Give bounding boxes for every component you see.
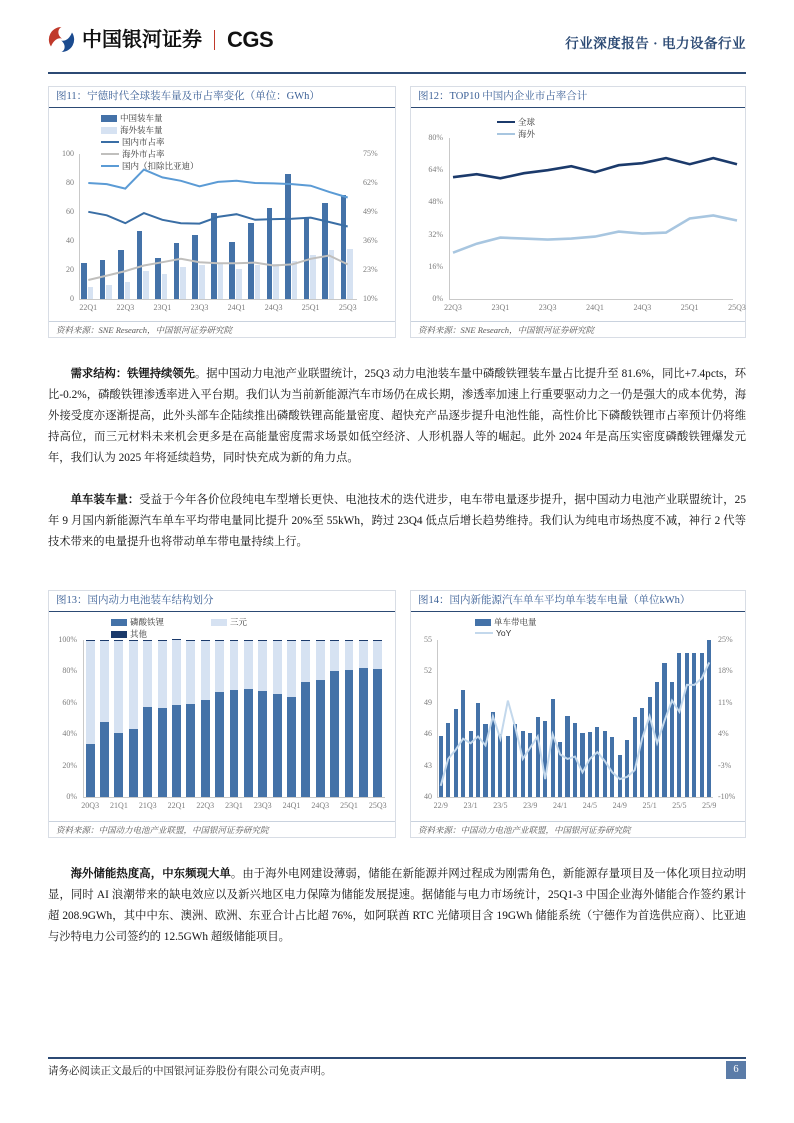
- bar-磷酸铁锂: [230, 690, 239, 797]
- legend-item-单车带电量: [475, 616, 598, 628]
- legend-label: 三元: [230, 617, 248, 627]
- bar-磷酸铁锂: [258, 691, 267, 797]
- y-axis-tick-right: 10%: [363, 294, 378, 303]
- paragraph-overseas-storage: [48, 864, 746, 948]
- bar-其他: [100, 640, 109, 641]
- x-axis-tick: 24Q1: [227, 303, 246, 312]
- bar-磷酸铁锂: [129, 729, 138, 797]
- bar-磷酸铁锂: [287, 697, 296, 797]
- page-number: 6: [726, 1061, 746, 1079]
- y-axis-tick-left: 60: [66, 207, 74, 216]
- y-axis-line: [83, 640, 84, 797]
- legend-label: 国内（扣除比亚迪）: [122, 161, 199, 171]
- bar-china: [341, 195, 347, 299]
- legend-swatch: [101, 165, 119, 168]
- bar-磷酸铁锂: [330, 671, 339, 797]
- bar-磷酸铁锂: [301, 682, 310, 797]
- x-axis-tick: 25Q3: [338, 303, 357, 312]
- legend-label: 海外市占率: [122, 149, 165, 159]
- bar-三元: [345, 640, 354, 670]
- x-axis-tick: 23Q3: [538, 303, 557, 312]
- y-axis-tick: 80%: [62, 666, 77, 676]
- bar-三元: [273, 640, 282, 694]
- bar-磷酸铁锂: [143, 707, 152, 797]
- bar-overseas: [162, 274, 168, 299]
- figure-11-title: 图11：宁德时代全球装车量及市占率变化（单位：GWh）: [49, 87, 395, 108]
- bar-三元: [186, 640, 195, 704]
- legend-label: 海外装车量: [120, 125, 163, 135]
- bar-三元: [143, 640, 152, 706]
- bar-china: [267, 208, 273, 299]
- legend-label: 全球: [518, 117, 536, 127]
- y-axis-tick-left: 43: [424, 760, 432, 770]
- bar-overseas: [292, 261, 298, 299]
- bar-china: [248, 223, 254, 299]
- legend-item-国内市占率: [101, 136, 235, 148]
- figure-12: [410, 86, 746, 338]
- figure-11-chart: [49, 108, 395, 321]
- bar-china: [211, 213, 217, 299]
- x-axis-tick: 23/9: [523, 801, 538, 810]
- x-axis-tick: 23Q1: [153, 303, 172, 312]
- x-axis-tick: 25/1: [642, 801, 657, 810]
- x-axis-tick: 24/5: [582, 801, 598, 810]
- x-axis-tick: 20Q3: [81, 801, 100, 810]
- y-axis-tick-left: 40: [424, 792, 432, 801]
- bar-overseas: [125, 282, 131, 299]
- x-axis-tick: 23Q1: [491, 303, 510, 312]
- report-category: 行业深度报告 · 电力设备行业: [565, 36, 746, 51]
- yoy-line-overlay: [411, 612, 745, 821]
- legend-item-全球: [497, 116, 619, 128]
- chart-legend: [111, 616, 393, 640]
- line-国内（扣除比亚迪）: [88, 170, 347, 198]
- bar-china: [322, 203, 328, 299]
- legend-label: 海外: [518, 129, 536, 139]
- legend-swatch: [497, 121, 515, 124]
- bar-overseas: [236, 269, 242, 299]
- x-axis-tick: 24Q3: [311, 801, 330, 810]
- brand-name-en: CGS: [227, 26, 274, 52]
- bar-其他: [114, 640, 123, 641]
- legend-swatch: [211, 619, 227, 626]
- legend-item-磷酸铁锂: [111, 616, 205, 628]
- legend-item-海外装车量: [101, 124, 235, 136]
- y-axis-tick-left: 52: [424, 666, 432, 676]
- bar-磷酸铁锂: [244, 689, 253, 797]
- figure-14-source: 资料来源：中国动力电池产业联盟，中国银河证券研究院: [411, 821, 745, 839]
- bar-三元: [359, 640, 368, 668]
- figure-11-source: 资料来源：SNE Research，中国银河证券研究院: [49, 321, 395, 339]
- footer-divider: [48, 1057, 746, 1059]
- y-axis-tick-right: 62%: [363, 178, 378, 187]
- bar-overseas: [273, 264, 279, 299]
- y-axis-tick: 60%: [62, 697, 77, 707]
- x-axis-tick: 23/5: [493, 801, 508, 810]
- paragraph-2-body: 受益于今年各价位段纯电车型增长更快、电池技术的迭代进步，电车带电量逐步提升，据中国动力电池产业联盟统计，25 年 9 月国内新能源汽车单车平均带电量同比提升 20%至 55kWh，跨过 23Q4 低点后增长趋势维持。我们认为纯电市场热度不减，神行 2 代等技术带来的电量提升也将带动单车带电量持续上行。: [48, 494, 746, 549]
- x-axis-tick: 25/5: [672, 801, 687, 810]
- y-axis-tick: 0%: [432, 294, 443, 303]
- figure-13-source: 资料来源：中国动力电池产业联盟，中国银河证券研究院: [49, 821, 395, 839]
- figure-13: [48, 590, 396, 838]
- legend-label: 其他: [130, 629, 148, 639]
- y-axis-tick: 16%: [428, 261, 443, 271]
- bar-三元: [287, 640, 296, 696]
- bar-磷酸铁锂: [359, 668, 368, 797]
- legend-swatch: [475, 632, 493, 635]
- y-axis-tick: 48%: [428, 197, 443, 207]
- x-axis-tick: 25Q1: [680, 303, 699, 312]
- y-axis-tick-right: 4%: [718, 729, 729, 739]
- y-axis-tick: 40%: [62, 729, 77, 739]
- bar-overseas: [106, 285, 112, 299]
- bar-overseas: [199, 265, 205, 299]
- x-axis-tick: 21Q3: [138, 801, 157, 810]
- y-axis-tick-right: 75%: [363, 149, 378, 158]
- bar-三元: [100, 641, 109, 723]
- legend-item-YoY: [475, 628, 598, 638]
- legend-swatch: [111, 631, 127, 638]
- bar-三元: [330, 640, 339, 671]
- paragraph-2-lead: 单车装车量：: [70, 494, 140, 507]
- footer-disclaimer: 请务必阅读正文最后的中国银河证券股份有限公司免责声明。: [48, 1066, 332, 1077]
- bar-三元: [316, 640, 325, 680]
- bar-overseas: [329, 250, 335, 299]
- bar-overseas: [255, 265, 261, 299]
- legend-swatch: [101, 153, 119, 156]
- bar-三元: [230, 640, 239, 690]
- y-axis-tick: 20%: [62, 760, 77, 770]
- x-axis-tick: 24Q3: [264, 303, 283, 312]
- y-axis-tick-right: -10%: [718, 792, 736, 801]
- bar-三元: [158, 640, 167, 708]
- x-axis-tick: 22Q1: [167, 801, 186, 810]
- x-axis-tick: 22Q1: [79, 303, 98, 312]
- bar-磷酸铁锂: [373, 669, 382, 797]
- y-axis-tick: 64%: [428, 165, 443, 175]
- y-axis-tick-right: 23%: [363, 265, 378, 274]
- x-axis-tick: 24Q3: [633, 303, 652, 312]
- line-全球: [453, 158, 737, 178]
- x-axis-line: [79, 299, 357, 300]
- bar-三元: [215, 640, 224, 691]
- x-axis-tick: 22Q3: [116, 303, 135, 312]
- bar-overseas: [310, 255, 316, 299]
- y-axis-tick-left: 80: [66, 178, 74, 187]
- line-海外: [453, 216, 737, 253]
- legend-item-三元: [211, 616, 305, 628]
- legend-swatch: [101, 141, 119, 144]
- y-axis-tick-left: 0: [70, 294, 74, 303]
- x-axis-tick: 25/9: [702, 801, 717, 810]
- y-axis-tick-right: -3%: [718, 760, 732, 770]
- paragraph-1-body: 。据中国动力电池产业联盟统计，25Q3 动力电池装车量中磷酸铁锂装车量占比提升至 81.6%，同比+7.4pcts，环比-0.2%，磷酸铁锂渗透率进入平台期。我们认为当前新能源汽车市场仍在成长期，渗透率加速上行重要驱动力之一仍是强大的成本优势，海外接受度亦逐渐提高，此外头部车企陆续推出磷酸铁锂高能量密度、超快充产品逐步提升电池性能，高性价比下磷酸铁锂市占率预计仍将维持高位，而三元材料未来机会更多是在高能量密度需求场景如低空经济、人形机器人等的崛起。此外 2024 年是高压实密度磷酸铁锂爆发元年，我们认为 2025 年将延续趋势，同时快充成为新的角力点。: [48, 368, 746, 465]
- x-axis-tick: 22Q3: [444, 303, 462, 312]
- y-axis-tick-right: 18%: [718, 666, 733, 676]
- bar-三元: [244, 640, 253, 689]
- figure-13-chart: [49, 612, 395, 821]
- x-axis-tick: 22/9: [433, 801, 448, 810]
- bar-三元: [373, 640, 382, 669]
- bar-磷酸铁锂: [215, 692, 224, 797]
- line-yoy: [441, 662, 710, 785]
- bar-磷酸铁锂: [86, 744, 95, 797]
- legend-label: YoY: [496, 628, 512, 638]
- bar-china: [304, 218, 310, 299]
- bar-三元: [129, 641, 138, 729]
- bar-china: [81, 263, 87, 299]
- x-axis-tick: 23Q3: [190, 303, 209, 312]
- bar-磷酸铁锂: [201, 700, 210, 797]
- bar-磷酸铁锂: [114, 733, 123, 797]
- legend-swatch: [475, 619, 491, 626]
- galaxy-logo-icon: [48, 26, 75, 53]
- paragraph-1-lead: 需求结构：铁锂持续领先: [70, 368, 195, 381]
- page-header: [48, 26, 746, 70]
- chart-legend: [497, 116, 741, 140]
- x-axis-line: [83, 797, 385, 798]
- x-axis-tick: 23Q3: [253, 801, 272, 810]
- bar-磷酸铁锂: [172, 705, 181, 797]
- bar-china: [285, 174, 291, 299]
- legend-item-其他: [111, 628, 205, 640]
- legend-label: 中国装车量: [120, 113, 163, 123]
- bar-磷酸铁锂: [158, 708, 167, 797]
- y-axis-tick-left: 49: [424, 697, 432, 707]
- x-axis-tick: 25Q1: [340, 801, 358, 810]
- y-axis-tick: 80%: [428, 133, 443, 142]
- bar-overseas: [88, 287, 94, 299]
- y-axis-tick: 0%: [66, 792, 77, 801]
- bar-overseas: [143, 271, 149, 299]
- logo-divider: [214, 30, 215, 50]
- legend-item-中国装车量: [101, 112, 235, 124]
- y-axis-tick-left: 100: [62, 149, 74, 158]
- legend-label: 单车带电量: [494, 617, 537, 627]
- bar-overseas: [218, 263, 224, 299]
- header-divider: [48, 72, 746, 74]
- figure-12-source: 资料来源：SNE Research，中国银河证券研究院: [411, 321, 745, 339]
- paragraph-per-vehicle: [48, 490, 746, 553]
- bar-磷酸铁锂: [100, 722, 109, 797]
- x-axis-tick: 24/9: [612, 801, 627, 810]
- legend-swatch: [111, 619, 127, 626]
- chart-legend: [101, 112, 369, 172]
- bar-三元: [201, 640, 210, 699]
- x-axis-tick: 25Q3: [728, 303, 746, 312]
- legend-item-海外: [497, 128, 619, 140]
- legend-swatch: [101, 115, 117, 122]
- y-axis-tick-left: 40: [66, 236, 74, 245]
- x-axis-tick: 25Q3: [368, 801, 387, 810]
- bar-磷酸铁锂: [316, 680, 325, 797]
- y-axis-tick-right: 49%: [363, 207, 378, 216]
- bar-三元: [86, 641, 95, 744]
- bar-china: [100, 260, 106, 299]
- bar-overseas: [180, 267, 186, 299]
- figure-14-chart: [411, 612, 745, 821]
- bar-china: [137, 231, 143, 299]
- legend-item-国内（扣除比亚迪）: [101, 160, 235, 172]
- y-axis-tick-right: 25%: [718, 635, 733, 644]
- y-axis-tick-left: 20: [66, 265, 74, 274]
- legend-swatch: [497, 133, 515, 136]
- y-axis-tick-right: 36%: [363, 236, 378, 245]
- y-axis-tick: 32%: [428, 229, 443, 239]
- bar-磷酸铁锂: [345, 670, 354, 797]
- bar-三元: [258, 640, 267, 691]
- legend-swatch: [101, 127, 117, 134]
- figure-14: [410, 590, 746, 838]
- bar-三元: [301, 640, 310, 681]
- chart-legend: [475, 616, 721, 638]
- bar-china: [192, 235, 198, 299]
- bar-china: [229, 242, 235, 299]
- figure-12-chart: [411, 108, 745, 321]
- x-axis-tick: 22Q3: [196, 801, 215, 810]
- x-axis-tick: 24/1: [552, 801, 568, 810]
- figure-12-title: 图12：TOP10 中国内企业市占率合计: [411, 87, 745, 108]
- figure-13-title: 图13：国内动力电池装车结构划分: [49, 591, 395, 612]
- bar-三元: [172, 640, 181, 705]
- bar-其他: [86, 640, 95, 641]
- figure-11: [48, 86, 396, 338]
- bar-china: [118, 250, 124, 299]
- bar-磷酸铁锂: [186, 704, 195, 797]
- x-axis-tick: 25Q1: [301, 303, 320, 312]
- bar-china: [155, 258, 161, 299]
- paragraph-3-body: 。由于海外电网建设薄弱，储能在新能源并网过程成为刚需角色，新能源存量项目及一体化项目拉动明显，同时 AI 浪潮带来的缺电效应以及新兴地区电力保障为储能发展提速。据储能与电力市场统计，25Q1-3 中国企业海外储能合作签约累计超 208.9GWh，其中中东、澳洲、欧洲、东亚合计占比超 76%，如阿联酋 RTC 光储项目含 19GWh 储能系统（宁德作为首选供应商）、比亚迪与沙特电力公司签约的 12.5GWh 超级储能项目。: [48, 868, 746, 944]
- bar-china: [174, 243, 180, 299]
- brand-name-cn: 中国银河证券: [82, 28, 202, 51]
- bar-overseas: [347, 249, 353, 299]
- legend-item-海外市占率: [101, 148, 235, 160]
- x-axis-tick: 21Q1: [110, 801, 128, 810]
- y-axis-tick: 100%: [58, 635, 77, 644]
- figure-14-title: 图14：国内新能源汽车单车平均单车装车电量（单位kWh）: [411, 591, 745, 612]
- x-axis-tick: 23Q1: [225, 801, 243, 810]
- legend-label: 国内市占率: [122, 137, 165, 147]
- paragraph-3-lead: 海外储能热度高，中东频现大单: [70, 868, 231, 881]
- x-axis-tick: 24Q1: [586, 303, 604, 312]
- legend-label: 磷酸铁锂: [130, 617, 165, 627]
- y-axis-tick-right: 11%: [718, 697, 733, 707]
- paragraph-demand-structure: [48, 364, 746, 469]
- bar-磷酸铁锂: [273, 694, 282, 797]
- y-axis-line: [79, 154, 80, 299]
- bar-三元: [114, 641, 123, 734]
- y-axis-tick-left: 55: [424, 635, 432, 644]
- x-axis-tick: 23/1: [463, 801, 478, 810]
- y-axis-tick-left: 46: [424, 729, 432, 739]
- x-axis-tick: 24Q1: [282, 801, 301, 810]
